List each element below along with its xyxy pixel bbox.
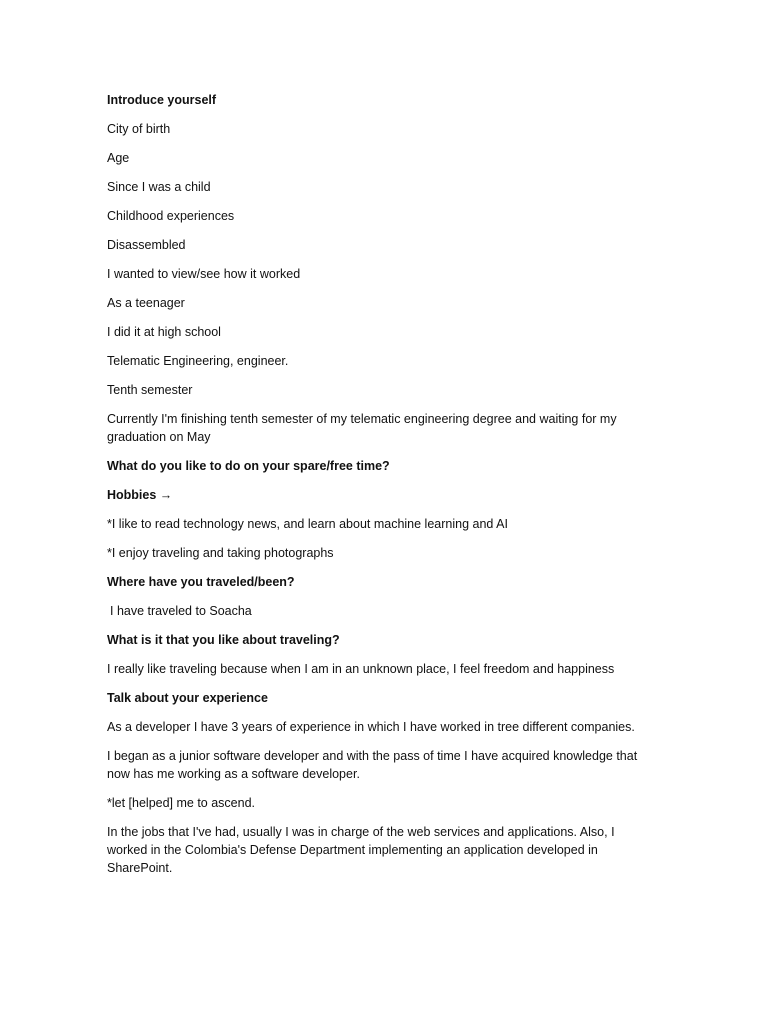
heading-where-traveled: Where have you traveled/been?	[107, 575, 295, 589]
paragraph-began-junior: I began as a junior software developer and with the pass of time I have acquired knowledge that now has me working as a software developer.	[107, 749, 638, 781]
paragraph-traveled-soacha: I have traveled to Soacha	[110, 604, 252, 618]
paragraph-disassembled: Disassembled	[107, 238, 186, 252]
paragraph-telematic-engineering: Telematic Engineering, engineer.	[107, 354, 289, 368]
heading-like-about-traveling: What is it that you like about traveling?	[107, 633, 340, 647]
paragraph-jobs-in-charge: In the jobs that I've had, usually I was in charge of the web services and applications. Also, I worked in the Colombia's Defense Department implementing an application developed in SharePoint.	[107, 825, 615, 875]
paragraph-since-child: Since I was a child	[107, 180, 211, 194]
paragraph-helped-ascend: *let [helped] me to ascend.	[107, 796, 256, 810]
document-body	[107, 91, 652, 888]
paragraph-as-teenager: As a teenager	[107, 296, 185, 310]
heading-talk-experience: Talk about your experience	[107, 691, 268, 705]
paragraph-view-how-worked: I wanted to view/see how it worked	[107, 267, 301, 281]
paragraph-hobby-read-news: *I like to read technology news, and learn about machine learning and AI	[107, 517, 508, 531]
heading-spare-time: What do you like to do on your spare/free time?	[107, 459, 390, 473]
paragraph-city-of-birth: City of birth	[107, 122, 171, 136]
heading-hobbies	[107, 486, 652, 504]
arrow-right-icon: →	[159, 488, 173, 502]
paragraph-freedom-happiness: I really like traveling because when I am in an unknown place, I feel freedom and happiness	[107, 662, 615, 676]
paragraph-high-school: I did it at high school	[107, 325, 221, 339]
paragraph-tenth-semester: Tenth semester	[107, 383, 193, 397]
paragraph-hobby-traveling: *I enjoy traveling and taking photographs	[107, 546, 334, 560]
paragraph-developer-years: As a developer I have 3 years of experience in which I have worked in tree different companies.	[107, 720, 635, 734]
paragraph-childhood-experiences: Childhood experiences	[107, 209, 235, 223]
heading-introduce-yourself: Introduce yourself	[107, 93, 217, 107]
paragraph-currently-finishing: Currently I'm finishing tenth semester of my telematic engineering degree and waiting for my graduation on May	[107, 412, 617, 444]
hobbies-label: Hobbies	[107, 488, 157, 502]
paragraph-age: Age	[107, 151, 130, 165]
